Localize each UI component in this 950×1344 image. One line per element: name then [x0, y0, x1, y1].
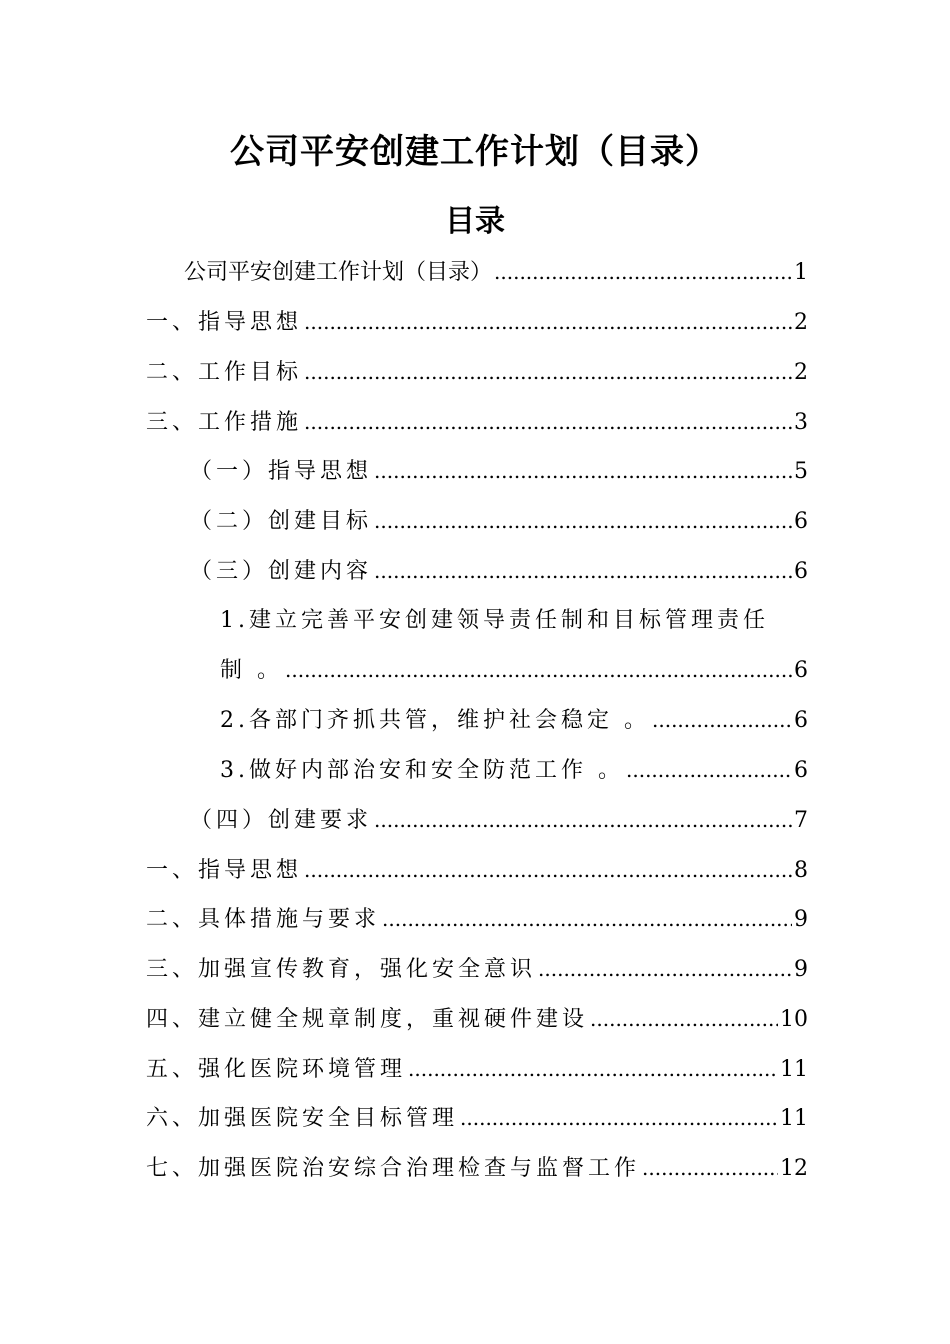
dot-leader — [460, 1100, 778, 1136]
document-title: 公司平安创建工作计划（目录） — [230, 132, 720, 172]
toc-entry[interactable] — [146, 1100, 808, 1136]
toc-entry-page: 7 — [794, 808, 808, 833]
toc-entry-label: 四、建立健全规章制度，重视硬件建设 — [146, 1007, 589, 1032]
toc-entry-label: 七、加强医院治安综合治理检查与监督工作 — [146, 1156, 641, 1181]
toc-entry-page: 10 — [780, 1007, 808, 1032]
toc-entry-label: 二、工作目标 — [146, 360, 303, 385]
dot-leader — [642, 1150, 778, 1186]
dot-leader — [304, 304, 792, 340]
toc-entry[interactable] — [190, 503, 808, 539]
toc-entry[interactable] — [220, 652, 808, 688]
toc-entry-label: 3.做好内部治安和安全防范工作 。 — [220, 758, 624, 783]
dot-leader — [652, 702, 792, 738]
toc-entry-page: 11 — [780, 1106, 808, 1131]
toc-entry-label: 三、加强宣传教育，强化安全意识 — [146, 957, 537, 982]
toc-entry-label: 六、加强医院安全目标管理 — [146, 1106, 459, 1131]
dot-leader — [382, 901, 792, 937]
toc-entry[interactable] — [146, 951, 808, 987]
toc-entry[interactable] — [146, 304, 808, 340]
toc-entry-page: 6 — [794, 758, 808, 783]
toc-entry[interactable] — [190, 453, 808, 489]
toc-entry-page: 6 — [794, 708, 808, 733]
toc-entry[interactable] — [146, 1001, 808, 1037]
toc-entry-page: 6 — [794, 658, 808, 683]
toc-entry-label-line1[interactable]: 1.建立完善平安创建领导责任制和目标管理责任 — [220, 608, 769, 633]
toc-heading: 目录 — [445, 204, 505, 239]
toc-entry-page: 3 — [794, 410, 808, 435]
dot-leader — [590, 1001, 778, 1037]
toc-entry-page: 8 — [794, 858, 808, 883]
toc-entry[interactable] — [146, 404, 808, 440]
dot-leader — [494, 254, 792, 290]
dot-leader — [374, 553, 792, 589]
toc-entry-label: 公司平安创建工作计划（目录） — [184, 260, 493, 285]
toc-entry[interactable] — [190, 553, 808, 589]
toc-entry-page: 2 — [794, 360, 808, 385]
toc-entry-label: （三）创建内容 — [190, 559, 373, 584]
dot-leader — [374, 802, 792, 838]
dot-leader — [374, 453, 792, 489]
toc-entry[interactable] — [146, 1051, 808, 1087]
toc-entry-label: 五、强化医院环境管理 — [146, 1057, 407, 1082]
toc-entry-label: 一、指导思想 — [146, 858, 303, 883]
dot-leader — [304, 354, 792, 390]
toc-entry-page: 1 — [794, 260, 808, 285]
toc-entry-label: （一）指导思想 — [190, 459, 373, 484]
toc-entry[interactable] — [220, 702, 808, 738]
toc-entry-page: 11 — [780, 1057, 808, 1082]
toc-entry-page: 9 — [794, 957, 808, 982]
toc-entry-page: 2 — [794, 310, 808, 335]
toc-entry[interactable] — [220, 752, 808, 788]
toc-entry-label: （四）创建要求 — [190, 808, 373, 833]
dot-leader — [285, 652, 792, 688]
dot-leader — [538, 951, 792, 987]
toc-entry[interactable] — [146, 901, 808, 937]
toc-entry-page: 9 — [794, 907, 808, 932]
dot-leader — [304, 852, 792, 888]
dot-leader — [408, 1051, 778, 1087]
toc-entry-label: 2.各部门齐抓共管，维护社会稳定 。 — [220, 708, 650, 733]
toc-entry[interactable] — [146, 1150, 808, 1186]
toc-entry[interactable] — [146, 354, 808, 390]
toc-entry-label: （二）创建目标 — [190, 509, 373, 534]
toc-entry-page: 12 — [780, 1156, 808, 1181]
toc-entry[interactable] — [146, 852, 808, 888]
toc-entry-page: 6 — [794, 559, 808, 584]
toc-entry[interactable] — [184, 254, 808, 290]
toc-entry-page: 5 — [794, 459, 808, 484]
dot-leader — [304, 404, 792, 440]
toc-entry-label: 制 。 — [220, 658, 283, 683]
toc-entry-label: 三、工作措施 — [146, 410, 303, 435]
dot-leader — [374, 503, 792, 539]
toc-entry-page: 6 — [794, 509, 808, 534]
dot-leader — [626, 752, 792, 788]
toc-entry-label: 二、具体措施与要求 — [146, 907, 381, 932]
toc-entry-label: 一、指导思想 — [146, 310, 303, 335]
toc-entry[interactable] — [190, 802, 808, 838]
